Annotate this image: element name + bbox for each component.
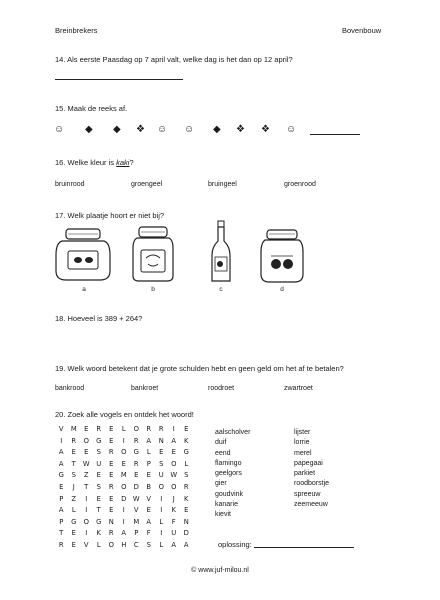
grid-letter[interactable]: A bbox=[58, 459, 64, 468]
grid-letter[interactable]: G bbox=[96, 436, 102, 445]
grid-letter[interactable]: O bbox=[121, 448, 127, 457]
bird-list-column-1 bbox=[215, 428, 250, 521]
bird-word: eend bbox=[215, 449, 231, 457]
honey-jar-image-a[interactable] bbox=[52, 225, 114, 283]
grid-row bbox=[55, 540, 193, 552]
grid-letter[interactable]: G bbox=[133, 448, 139, 457]
grid-letter[interactable]: K bbox=[184, 494, 189, 503]
bird-word: gier bbox=[215, 480, 227, 488]
grid-letter[interactable]: G bbox=[58, 471, 64, 480]
option-16-b[interactable]: groengeel bbox=[131, 181, 163, 188]
question-16-word: kaki bbox=[116, 158, 130, 167]
grid-letter[interactable]: F bbox=[171, 517, 176, 526]
grid-letter[interactable]: I bbox=[160, 506, 163, 515]
grid-letter[interactable]: U bbox=[158, 471, 164, 480]
grid-letter[interactable]: I bbox=[85, 506, 88, 515]
grid-letter[interactable]: Z bbox=[83, 471, 89, 480]
grid-letter[interactable]: K bbox=[171, 506, 176, 515]
grid-letter[interactable]: I bbox=[122, 517, 125, 526]
grid-letter[interactable]: L bbox=[159, 517, 164, 526]
grid-letter[interactable]: E bbox=[109, 436, 114, 445]
bird-word: lorrie bbox=[294, 439, 310, 447]
grid-letter[interactable]: W bbox=[170, 471, 178, 480]
bird-word: geelgors bbox=[215, 470, 242, 478]
diamond-icon: ◆ bbox=[85, 124, 93, 135]
grid-letter[interactable]: I bbox=[85, 529, 88, 538]
grid-letter[interactable]: O bbox=[83, 517, 89, 526]
option-19-d[interactable]: zwartroet bbox=[284, 385, 313, 392]
grid-letter[interactable]: E bbox=[121, 459, 126, 468]
option-16-d[interactable]: groenrood bbox=[284, 181, 316, 188]
grid-letter[interactable]: E bbox=[84, 425, 89, 433]
word-search-grid[interactable] bbox=[55, 424, 193, 552]
question-14: 14. Als eerste Paasdag op 7 april valt, welke dag is het dan op 12 april? bbox=[55, 55, 293, 64]
grid-letter[interactable]: E bbox=[159, 448, 164, 457]
grid-letter[interactable]: E bbox=[109, 459, 114, 468]
grid-letter[interactable]: G bbox=[71, 517, 77, 526]
grid-letter[interactable]: R bbox=[96, 425, 102, 433]
grid-letter[interactable]: R bbox=[183, 482, 189, 491]
grid-letter[interactable]: D bbox=[121, 494, 127, 503]
grid-letter[interactable]: J bbox=[72, 482, 75, 491]
question-20: 20. Zoek alle vogels en ontdek het woord! bbox=[55, 410, 194, 419]
answer-line-15[interactable] bbox=[310, 134, 360, 135]
grid-letter[interactable]: G bbox=[183, 448, 189, 457]
grid-letter[interactable]: A bbox=[58, 506, 64, 515]
grid-letter[interactable]: G bbox=[96, 517, 102, 526]
grid-letter[interactable]: T bbox=[71, 459, 76, 468]
bird-word: kievit bbox=[215, 511, 231, 519]
grid-row bbox=[55, 528, 193, 540]
question-15: 15. Maak de reeks af. bbox=[55, 104, 128, 113]
grid-letter[interactable]: T bbox=[96, 506, 101, 515]
grid-letter[interactable]: E bbox=[146, 471, 151, 480]
option-19-b[interactable]: bankroet bbox=[131, 385, 159, 392]
grid-row bbox=[55, 505, 193, 517]
grid-letter[interactable]: M bbox=[120, 471, 127, 480]
grid-letter[interactable]: I bbox=[122, 506, 125, 515]
grid-letter[interactable]: E bbox=[96, 494, 101, 503]
grid-letter[interactable]: K bbox=[184, 436, 189, 445]
grid-letter[interactable]: L bbox=[146, 448, 151, 457]
diamond-icon: ◆ bbox=[113, 124, 121, 135]
question-18: 18. Hoeveel is 389 + 264? bbox=[55, 314, 143, 323]
grid-letter[interactable]: R bbox=[146, 425, 152, 433]
bird-word: duif bbox=[215, 439, 227, 447]
grid-letter[interactable]: S bbox=[184, 471, 189, 480]
grid-letter[interactable]: E bbox=[71, 540, 76, 549]
grid-letter[interactable]: L bbox=[184, 459, 189, 468]
grid-letter[interactable]: R bbox=[158, 425, 164, 433]
grid-letter[interactable]: A bbox=[58, 448, 64, 457]
grid-letter[interactable]: E bbox=[71, 529, 76, 538]
grid-letter[interactable]: E bbox=[171, 448, 176, 457]
grid-letter[interactable]: O bbox=[83, 436, 89, 445]
grid-letter[interactable]: E bbox=[109, 425, 114, 433]
grid-letter[interactable]: A bbox=[146, 517, 152, 526]
label-17-a: a bbox=[82, 286, 86, 293]
option-16-a[interactable]: bruinrood bbox=[55, 181, 85, 188]
bottle-image-c[interactable] bbox=[209, 219, 233, 285]
grid-row bbox=[55, 447, 193, 459]
grid-letter[interactable]: O bbox=[108, 540, 114, 549]
grid-letter[interactable]: F bbox=[146, 529, 151, 538]
smiley-icon: ☺ bbox=[157, 124, 168, 135]
bird-list-column-2 bbox=[294, 428, 329, 510]
diamond-icon: ◆ bbox=[213, 124, 221, 135]
grid-letter[interactable]: A bbox=[171, 436, 177, 445]
grid-letter[interactable]: E bbox=[184, 506, 189, 515]
grid-letter[interactable]: P bbox=[134, 529, 139, 538]
grid-letter[interactable]: T bbox=[59, 529, 64, 538]
grid-letter[interactable]: E bbox=[184, 425, 189, 433]
option-16-c[interactable]: bruingeel bbox=[208, 181, 237, 188]
grid-row bbox=[55, 494, 193, 506]
grid-row bbox=[55, 470, 193, 482]
option-19-a[interactable]: bankrood bbox=[55, 385, 85, 392]
label-17-c: c bbox=[219, 286, 223, 293]
grid-letter[interactable]: I bbox=[172, 425, 175, 433]
bird-word: flamingo bbox=[215, 459, 242, 467]
grid-letter[interactable]: V bbox=[58, 425, 64, 433]
grid-letter[interactable]: T bbox=[84, 482, 89, 491]
grid-letter[interactable]: A bbox=[146, 436, 152, 445]
grid-letter[interactable]: N bbox=[108, 517, 114, 526]
grid-letter[interactable]: R bbox=[108, 529, 114, 538]
grid-letter[interactable]: E bbox=[109, 506, 114, 515]
grid-letter[interactable]: S bbox=[96, 448, 101, 457]
grid-letter[interactable]: E bbox=[71, 448, 76, 457]
grid-row bbox=[55, 517, 193, 529]
footer-url: © www.juf-milou.nl bbox=[191, 567, 249, 574]
grid-letter[interactable]: J bbox=[172, 494, 175, 503]
grid-letter[interactable]: K bbox=[96, 529, 101, 538]
bird-word: spreeuw bbox=[294, 490, 321, 498]
grid-letter[interactable]: I bbox=[160, 529, 163, 538]
grid-letter[interactable]: L bbox=[121, 425, 126, 433]
grid-letter[interactable]: Z bbox=[71, 494, 77, 503]
grid-letter[interactable]: R bbox=[108, 482, 114, 491]
question-16-prefix: 16. Welke kleur is bbox=[55, 158, 117, 167]
grid-letter[interactable]: E bbox=[134, 471, 139, 480]
smiley-icon: ☺ bbox=[286, 124, 297, 135]
grid-letter[interactable]: O bbox=[171, 482, 177, 491]
jam-jar-image-b[interactable] bbox=[130, 224, 176, 284]
grid-letter[interactable]: V bbox=[133, 506, 139, 515]
grid-letter[interactable]: H bbox=[121, 540, 127, 549]
solution-label: oplossing: bbox=[218, 540, 252, 549]
question-16-suffix: ? bbox=[129, 158, 134, 167]
grid-letter[interactable]: L bbox=[96, 540, 101, 549]
smiley-icon: ☺ bbox=[54, 124, 65, 135]
grid-letter[interactable]: A bbox=[121, 529, 127, 538]
grid-letter[interactable]: R bbox=[133, 436, 139, 445]
grid-letter[interactable]: U bbox=[96, 459, 102, 468]
grid-letter[interactable]: S bbox=[71, 471, 76, 480]
grid-letter[interactable]: S bbox=[159, 459, 164, 468]
grid-letter[interactable]: S bbox=[146, 540, 151, 549]
grid-letter[interactable]: R bbox=[133, 459, 139, 468]
grid-letter[interactable]: O bbox=[121, 482, 127, 491]
bird-word: roodborstje bbox=[294, 480, 330, 488]
bird-word: aalscholver bbox=[215, 429, 251, 436]
four-diamond-icon: ❖ bbox=[236, 124, 245, 135]
grid-letter[interactable]: M bbox=[133, 517, 140, 526]
solution-answer-line[interactable] bbox=[254, 547, 354, 548]
grid-letter[interactable]: N bbox=[158, 436, 164, 445]
grid-letter[interactable]: D bbox=[133, 482, 139, 491]
answer-line-14[interactable] bbox=[55, 79, 183, 80]
grid-letter[interactable]: M bbox=[70, 425, 77, 433]
grid-letter[interactable]: O bbox=[133, 425, 139, 433]
grid-letter[interactable]: V bbox=[83, 540, 89, 549]
question-17: 17. Welk plaatje hoort er niet bij? bbox=[55, 211, 165, 220]
grid-letter[interactable]: I bbox=[85, 494, 88, 503]
question-19: 19. Welk woord betekent dat je grote schulden hebt en geen geld om het af te betalen? bbox=[55, 364, 344, 373]
grid-letter[interactable]: B bbox=[146, 482, 152, 491]
grid-letter[interactable]: N bbox=[183, 517, 189, 526]
option-19-c[interactable]: roodroet bbox=[208, 385, 235, 392]
grid-letter[interactable]: R bbox=[71, 436, 77, 445]
grid-letter[interactable]: L bbox=[159, 540, 164, 549]
grid-letter[interactable]: I bbox=[160, 494, 163, 503]
grid-letter[interactable]: S bbox=[96, 482, 101, 491]
grid-letter[interactable]: L bbox=[71, 506, 76, 515]
grid-letter[interactable]: W bbox=[82, 459, 90, 468]
grid-letter[interactable]: I bbox=[122, 436, 125, 445]
bird-word: goudvink bbox=[215, 490, 244, 498]
bird-word: merel bbox=[294, 449, 312, 457]
grid-letter[interactable]: R bbox=[108, 448, 114, 457]
grid-letter[interactable]: P bbox=[59, 494, 64, 503]
bird-word: zeemeeuw bbox=[294, 501, 328, 509]
symbol-sequence bbox=[54, 124, 374, 138]
grid-letter[interactable]: C bbox=[133, 540, 139, 549]
grid-letter[interactable]: P bbox=[146, 459, 151, 468]
grid-letter[interactable]: W bbox=[132, 494, 140, 503]
bird-word: lijster bbox=[294, 429, 311, 436]
bird-word: parkiet bbox=[294, 470, 316, 478]
grid-letter[interactable]: E bbox=[109, 494, 114, 503]
jam-jar-image-d[interactable] bbox=[259, 228, 305, 284]
grid-letter[interactable]: D bbox=[183, 529, 189, 538]
grid-letter[interactable]: O bbox=[158, 482, 164, 491]
grid-letter[interactable]: A bbox=[183, 540, 189, 549]
grid-letter[interactable]: P bbox=[59, 517, 64, 526]
grid-letter[interactable]: V bbox=[146, 494, 152, 503]
bird-word: papegaai bbox=[294, 459, 323, 467]
four-diamond-icon: ❖ bbox=[136, 124, 145, 135]
grid-letter[interactable]: U bbox=[171, 529, 177, 538]
smiley-icon: ☺ bbox=[184, 124, 195, 135]
grid-letter[interactable]: E bbox=[109, 471, 114, 480]
grid-letter[interactable]: O bbox=[171, 459, 177, 468]
grid-row bbox=[55, 424, 193, 436]
grid-row bbox=[55, 436, 193, 448]
grid-letter[interactable]: E bbox=[59, 482, 64, 491]
grid-letter[interactable]: I bbox=[60, 436, 63, 445]
header-right: Bovenbouw bbox=[342, 26, 382, 35]
grid-row bbox=[55, 482, 193, 494]
bird-word: kanarie bbox=[215, 501, 238, 509]
header-left: Breinbrekers bbox=[55, 26, 98, 35]
grid-row bbox=[55, 459, 193, 471]
question-16 bbox=[55, 158, 134, 167]
grid-letter[interactable]: E bbox=[84, 448, 89, 457]
grid-letter[interactable]: R bbox=[58, 540, 64, 549]
label-17-d: d bbox=[280, 286, 284, 293]
label-17-b: b bbox=[151, 286, 155, 293]
four-diamond-icon: ❖ bbox=[261, 124, 270, 135]
grid-letter[interactable]: E bbox=[96, 471, 101, 480]
grid-letter[interactable]: A bbox=[171, 540, 177, 549]
grid-letter[interactable]: E bbox=[146, 506, 151, 515]
